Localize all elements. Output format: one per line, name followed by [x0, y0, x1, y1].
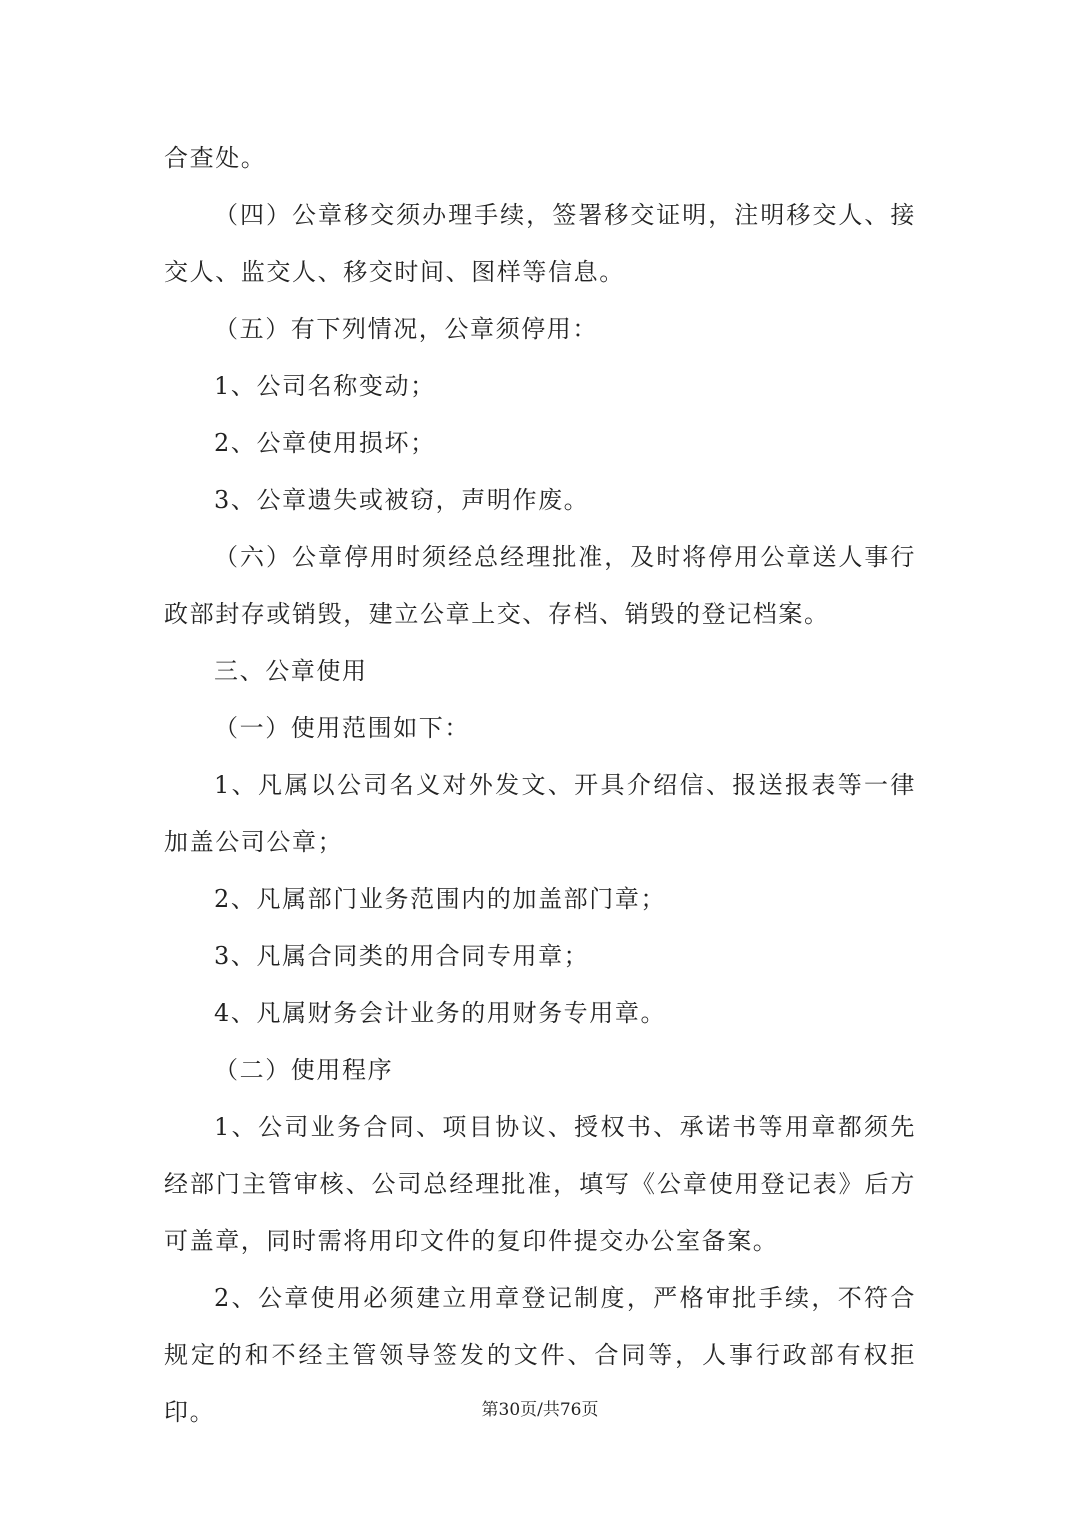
subsection-heading: （二）使用程序: [214, 1056, 394, 1084]
paragraph-deactivation-conditions: （五）有下列情况，公章须停用：: [214, 315, 598, 343]
document-body: [164, 130, 916, 1441]
list-item: 3、凡属合同类的用合同专用章；: [214, 942, 590, 970]
paragraph-continuation: 合查处。: [164, 144, 267, 172]
list-item: 1、公司业务合同、项目协议、授权书、承诺书等用章都须先经部门主管审核、公司总经理批准，填写《公章使用登记表》后方可盖章，同时需将用印文件的复印件提交办公室备案。: [164, 1113, 916, 1255]
paragraph-seal-transfer: （四）公章移交须办理手续，签署移交证明，注明移交人、接交人、监交人、移交时间、图样等信息。: [164, 201, 916, 286]
list-item: 1、凡属以公司名义对外发文、开具介绍信、报送报表等一律加盖公司公章；: [164, 771, 916, 856]
list-item: 2、凡属部门业务范围内的加盖部门章；: [214, 885, 667, 913]
list-item: 2、公章使用损坏；: [214, 429, 436, 457]
section-heading: 三、公章使用: [214, 657, 368, 685]
list-item: 4、凡属财务会计业务的用财务专用章。: [214, 999, 667, 1027]
list-item: 1、公司名称变动；: [214, 372, 436, 400]
list-item: 2、公章使用必须建立用章登记制度，严格审批手续，不符合规定的和不经主管领导签发的文件、合同等，人事行政部有权拒印。: [164, 1284, 916, 1426]
subsection-heading: （一）使用范围如下：: [214, 714, 470, 742]
page-number: 第30页/共76页: [481, 1400, 599, 1420]
list-item: 3、公章遗失或被窃，声明作废。: [214, 486, 590, 514]
paragraph-deactivation-approval: （六）公章停用时须经总经理批准，及时将停用公章送人事行政部封存或销毁，建立公章上交、存档、销毁的登记档案。: [164, 543, 916, 628]
